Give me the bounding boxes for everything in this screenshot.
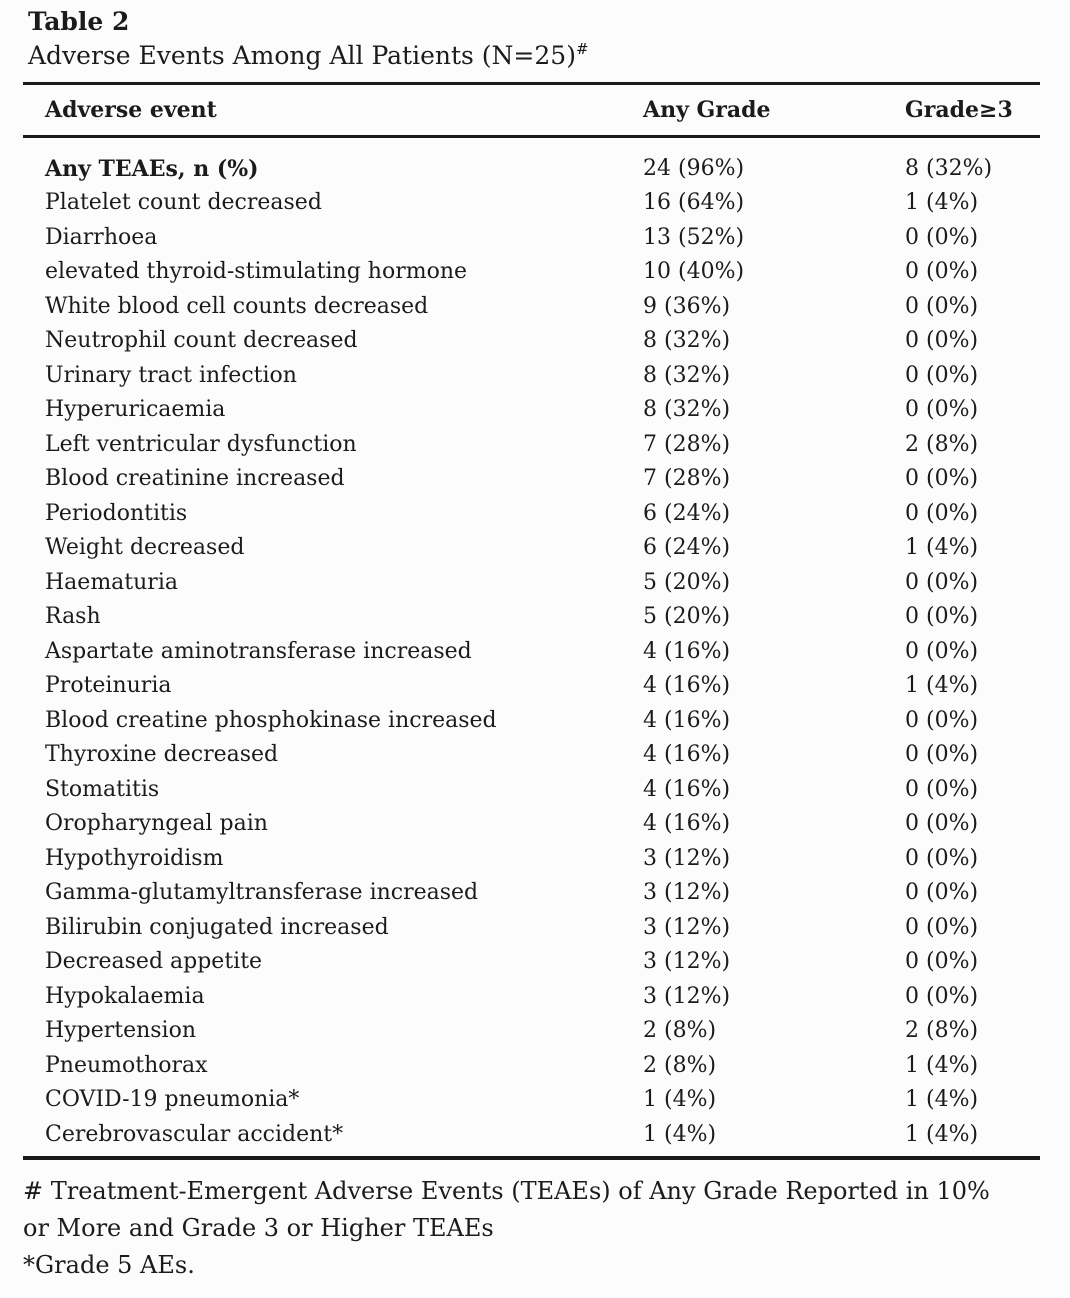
table-body (23, 138, 1040, 1157)
adverse-event-cell: Hypothyroidism (45, 845, 224, 871)
grade3-cell: 2 (8%) (905, 431, 979, 457)
adverse-event-cell: Left ventricular dysfunction (45, 431, 357, 457)
table-row (23, 1083, 1040, 1118)
adverse-event-cell: Thyroxine decreased (45, 742, 279, 767)
adverse-event-cell: Blood creatinine increased (45, 466, 345, 491)
table-row (23, 945, 1040, 980)
any-grade-cell: 24 (96%) (643, 155, 745, 181)
table-row (23, 773, 1040, 808)
table-row (23, 1014, 1040, 1049)
table-row (23, 704, 1040, 739)
grade3-cell: 1 (4%) (905, 190, 979, 215)
grade3-cell: 0 (0%) (905, 983, 979, 1009)
table-row (23, 152, 1040, 187)
grade3-cell: 0 (0%) (905, 259, 979, 284)
bottom-rule (23, 1156, 1040, 1160)
adverse-event-cell: Decreased appetite (45, 949, 263, 974)
adverse-event-cell: Rash (45, 604, 101, 629)
column-header-adverse-event: Adverse event (45, 97, 217, 123)
footnote-line: or More and Grade 3 or Higher TEAEs (23, 1213, 494, 1242)
table-row (23, 186, 1040, 221)
grade3-cell: 1 (4%) (905, 535, 979, 560)
any-grade-cell: 4 (16%) (643, 742, 731, 767)
table-caption (28, 6, 1040, 74)
grade3-cell: 2 (8%) (905, 1018, 979, 1043)
any-grade-cell: 2 (8%) (643, 1018, 717, 1043)
grade3-cell: 0 (0%) (905, 949, 979, 974)
table-row (23, 911, 1040, 946)
any-grade-cell: 3 (12%) (643, 949, 731, 974)
grade3-cell: 1 (4%) (905, 1087, 979, 1112)
adverse-event-cell: Periodontitis (45, 500, 188, 526)
adverse-event-cell: Urinary tract infection (45, 362, 297, 388)
any-grade-cell: 3 (12%) (643, 845, 731, 871)
any-grade-cell: 13 (52%) (643, 224, 745, 250)
grade3-cell: 1 (4%) (905, 1121, 979, 1147)
table-row (23, 669, 1040, 704)
adverse-event-cell: Hypertension (45, 1018, 197, 1043)
grade3-cell: 0 (0%) (905, 293, 979, 319)
any-grade-cell: 3 (12%) (643, 880, 731, 905)
adverse-event-cell: Bilirubin conjugated increased (45, 914, 389, 940)
grade3-cell: 0 (0%) (905, 776, 979, 802)
table-row (23, 635, 1040, 670)
any-grade-cell: 16 (64%) (643, 190, 745, 215)
table-row (23, 807, 1040, 842)
table-row (23, 980, 1040, 1015)
grade3-cell: 0 (0%) (905, 880, 979, 905)
table-label: Table 2 (28, 7, 130, 36)
any-grade-cell: 3 (12%) (643, 983, 731, 1009)
table-row (23, 290, 1040, 325)
any-grade-cell: 9 (36%) (643, 293, 731, 319)
adverse-event-cell: Weight decreased (45, 535, 245, 560)
any-grade-cell: 10 (40%) (643, 259, 745, 284)
any-grade-cell: 5 (20%) (643, 569, 731, 595)
adverse-event-cell: Cerebrovascular accident* (45, 1121, 344, 1147)
adverse-event-cell: Blood creatine phosphokinase increased (45, 707, 497, 733)
any-grade-cell: 4 (16%) (643, 638, 731, 664)
any-grade-cell: 6 (24%) (643, 500, 731, 526)
table-row (23, 324, 1040, 359)
table-row (23, 359, 1040, 394)
table-title-superscript: # (575, 40, 589, 58)
any-grade-cell: 8 (32%) (643, 397, 731, 422)
any-grade-cell: 1 (4%) (643, 1087, 717, 1112)
table-header-row (23, 85, 1040, 135)
grade3-cell: 1 (4%) (905, 1052, 979, 1078)
grade3-cell: 0 (0%) (905, 328, 979, 353)
footnote-line: *Grade 5 AEs. (23, 1250, 195, 1279)
column-header-grade3: Grade≥3 (905, 97, 1013, 123)
any-grade-cell: 4 (16%) (643, 707, 731, 733)
adverse-event-cell: COVID-19 pneumonia* (45, 1087, 300, 1112)
adverse-event-cell: Oropharyngeal pain (45, 811, 268, 836)
table-row (23, 600, 1040, 635)
footnotes (23, 1173, 1040, 1284)
adverse-event-cell: Platelet count decreased (45, 190, 322, 215)
adverse-event-cell: White blood cell counts decreased (45, 293, 429, 319)
any-grade-cell: 4 (16%) (643, 811, 731, 836)
grade3-cell: 0 (0%) (905, 742, 979, 767)
adverse-event-cell: Gamma-glutamyltransferase increased (45, 880, 479, 905)
any-grade-cell: 8 (32%) (643, 328, 731, 353)
grade3-cell: 0 (0%) (905, 914, 979, 940)
adverse-event-cell: Hyperuricaemia (45, 397, 226, 422)
grade3-cell: 0 (0%) (905, 845, 979, 871)
adverse-event-cell: Diarrhoea (45, 224, 158, 250)
adverse-event-cell: Hypokalaemia (45, 983, 205, 1009)
grade3-cell: 0 (0%) (905, 224, 979, 250)
grade3-cell: 1 (4%) (905, 673, 979, 698)
adverse-event-cell: Stomatitis (45, 776, 160, 802)
any-grade-cell: 1 (4%) (643, 1121, 717, 1147)
adverse-event-cell: Haematuria (45, 569, 178, 595)
grade3-cell: 0 (0%) (905, 707, 979, 733)
grade3-cell: 0 (0%) (905, 397, 979, 422)
table-row (23, 1118, 1040, 1153)
grade3-cell: 8 (32%) (905, 155, 993, 181)
table-row (23, 876, 1040, 911)
any-grade-cell: 8 (32%) (643, 362, 731, 388)
any-grade-cell: 4 (16%) (643, 673, 731, 698)
table-row (23, 1049, 1040, 1084)
table-row (23, 738, 1040, 773)
table-title-text: Adverse Events Among All Patients (N=25) (28, 41, 576, 70)
any-grade-cell: 5 (20%) (643, 604, 731, 629)
any-grade-cell: 3 (12%) (643, 914, 731, 940)
table-title (28, 38, 1040, 74)
adverse-event-cell: Pneumothorax (45, 1052, 208, 1078)
footnote-line: # Treatment-Emergent Adverse Events (TEAEs) of Any Grade Reported in 10% (23, 1176, 990, 1205)
grade3-cell: 0 (0%) (905, 638, 979, 664)
adverse-event-cell: Aspartate aminotransferase increased (45, 638, 472, 664)
table-row (23, 497, 1040, 532)
adverse-event-cell: Any TEAEs, n (%) (45, 155, 259, 182)
table-row (23, 221, 1040, 256)
any-grade-cell: 7 (28%) (643, 431, 731, 457)
grade3-cell: 0 (0%) (905, 500, 979, 526)
any-grade-cell: 7 (28%) (643, 466, 731, 491)
table-row (23, 462, 1040, 497)
table-row (23, 255, 1040, 290)
table-row (23, 531, 1040, 566)
grade3-cell: 0 (0%) (905, 569, 979, 595)
grade3-cell: 0 (0%) (905, 466, 979, 491)
grade3-cell: 0 (0%) (905, 604, 979, 629)
table-row (23, 842, 1040, 877)
grade3-cell: 0 (0%) (905, 811, 979, 836)
table-row (23, 566, 1040, 601)
grade3-cell: 0 (0%) (905, 362, 979, 388)
adverse-event-cell: elevated thyroid-stimulating hormone (45, 259, 468, 284)
any-grade-cell: 2 (8%) (643, 1052, 717, 1078)
any-grade-cell: 6 (24%) (643, 535, 731, 560)
any-grade-cell: 4 (16%) (643, 776, 731, 802)
table-row (23, 428, 1040, 463)
table-row (23, 393, 1040, 428)
adverse-event-cell: Proteinuria (45, 673, 172, 698)
column-header-any-grade: Any Grade (643, 97, 771, 123)
adverse-event-cell: Neutrophil count decreased (45, 328, 358, 353)
